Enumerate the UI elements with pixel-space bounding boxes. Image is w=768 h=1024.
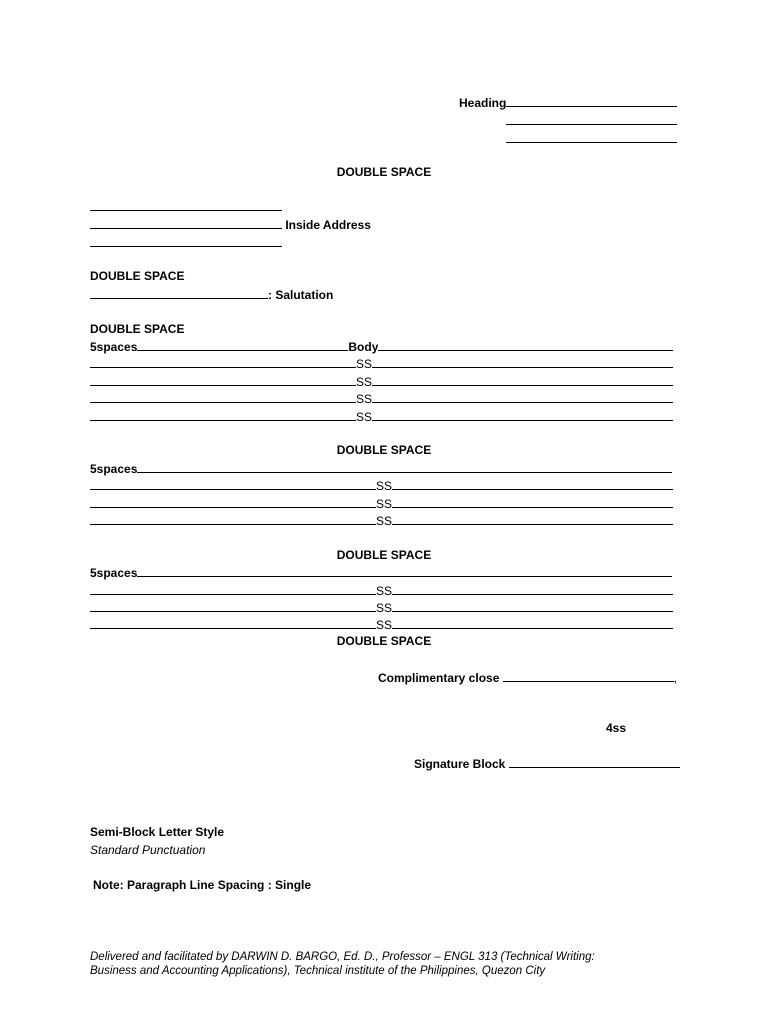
note-text: Note: Paragraph Line Spacing : Single (93, 878, 312, 892)
ss-label: SS (356, 392, 373, 406)
double-space-1: DOUBLE SPACE (336, 165, 432, 179)
double-space-2: DOUBLE SPACE (90, 269, 185, 283)
p2-ss-line-1 (90, 478, 673, 493)
double-space-6: DOUBLE SPACE (336, 634, 432, 648)
ss-label: SS (356, 375, 373, 389)
footer-line-2: Business and Accounting Applications), Technical institute of the Philippines, Quezon City (90, 965, 546, 977)
blank (392, 583, 673, 595)
double-space-5: DOUBLE SPACE (336, 548, 432, 562)
p3-ss-line-1 (90, 583, 673, 598)
blank (90, 496, 376, 508)
blank (392, 617, 673, 629)
p3-first-line (90, 565, 672, 580)
blank (392, 600, 673, 612)
blank (90, 391, 356, 403)
inside-address-blank-1 (90, 210, 282, 211)
complimentary-close-line (378, 670, 677, 685)
p3-ss-line-2 (90, 600, 673, 615)
inside-address-blank-2 (90, 217, 282, 229)
blank (392, 496, 673, 508)
double-space-4: DOUBLE SPACE (336, 443, 432, 457)
blank (372, 391, 673, 403)
signature-block-label: Signature Block (414, 757, 506, 771)
blank (90, 478, 376, 490)
blank (90, 583, 376, 595)
indent-label: 5spaces (90, 340, 138, 354)
blank (90, 356, 356, 368)
blank (90, 617, 376, 629)
indent-label: 5spaces (90, 462, 138, 476)
body-first-line (90, 339, 673, 354)
inside-address-line (90, 217, 371, 232)
salutation-blank (90, 287, 268, 299)
signature-block-line (414, 756, 680, 771)
double-space-3: DOUBLE SPACE (90, 322, 185, 336)
heading-label: Heading (459, 96, 507, 110)
blank (372, 356, 673, 368)
blank (90, 513, 376, 525)
complimentary-close-label: Complimentary close (378, 671, 500, 685)
blank (90, 409, 356, 421)
inside-address-label: Inside Address (285, 218, 371, 232)
p1-ss-line-2 (90, 374, 673, 389)
heading-line (459, 95, 677, 110)
ss-label: SS (376, 584, 393, 598)
inside-address-blank-3 (90, 246, 282, 247)
salutation-line (90, 287, 333, 302)
p3-ss-line-3 (90, 617, 673, 632)
p1-ss-line-3 (90, 391, 673, 406)
blank (509, 756, 680, 768)
ss-label: SS (376, 479, 393, 493)
heading-blank-2 (506, 124, 677, 125)
ss-label: SS (376, 497, 393, 511)
ss-label: SS (376, 618, 393, 632)
blank (392, 513, 673, 525)
body-label: Body (348, 340, 379, 354)
indent-label: 5spaces (90, 566, 138, 580)
blank (90, 374, 356, 386)
p1-ss-line-1 (90, 356, 673, 371)
blank (378, 339, 673, 351)
style-subtitle: Standard Punctuation (90, 843, 206, 857)
four-ss-label: 4ss (606, 721, 627, 735)
blank (137, 339, 348, 351)
heading-blank-3 (506, 142, 677, 143)
ss-label: SS (356, 357, 373, 371)
footer-line-1: Delivered and facilitated by DARWIN D. BARGO, Ed. D., Professor – ENGL 313 (Technical Writing: (90, 951, 595, 963)
blank (372, 409, 673, 421)
ss-label: SS (376, 601, 393, 615)
blank (392, 478, 673, 490)
ss-label: SS (356, 410, 373, 424)
p1-ss-line-4 (90, 409, 673, 424)
style-title: Semi-Block Letter Style (90, 825, 225, 839)
heading-blank (506, 95, 677, 107)
salutation-label: : Salutation (268, 288, 334, 302)
p2-ss-line-3 (90, 513, 673, 528)
comma: , (673, 671, 678, 685)
blank (137, 461, 672, 473)
ss-label: SS (376, 514, 393, 528)
blank (137, 565, 672, 577)
blank (90, 600, 376, 612)
footer (90, 950, 595, 978)
blank (503, 670, 674, 682)
blank (372, 374, 673, 386)
p2-ss-line-2 (90, 496, 673, 511)
p2-first-line (90, 461, 672, 476)
